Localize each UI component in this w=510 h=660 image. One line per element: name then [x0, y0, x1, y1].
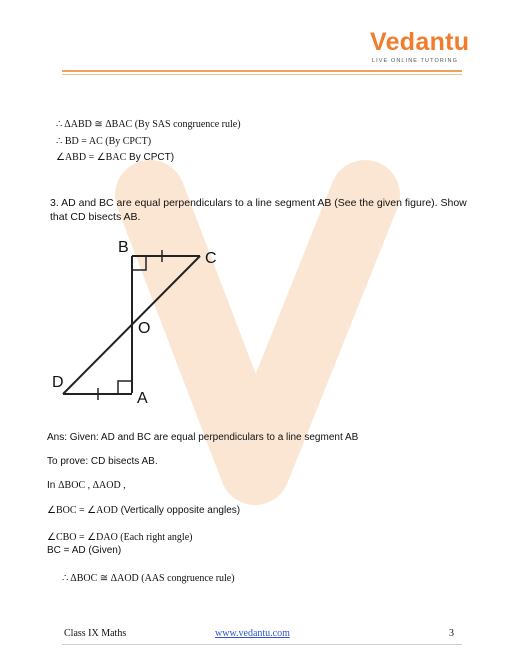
- label-C: C: [205, 250, 217, 267]
- vedantu-logo: Vedantu: [370, 28, 470, 56]
- answer-in-line: [47, 480, 126, 491]
- page-number: 3: [449, 628, 454, 639]
- answer-given: Ans: Given: AD and BC are equal perpendiculars to a line segment AB: [47, 432, 359, 443]
- question-line-1: 3. AD and BC are equal perpendiculars to a line segment AB (See the given figure). Show: [50, 197, 467, 209]
- footer-class: Class IX Maths: [64, 628, 127, 639]
- right-angle-B: [132, 256, 146, 270]
- label-B: B: [118, 239, 129, 256]
- answer-step-4: ∴ ΔBOC ≅ ΔAOD (AAS congruence rule): [62, 573, 235, 584]
- proof-line-2: ∴ BD = AC (By CPCT): [56, 136, 152, 147]
- proof-line-3-math: ∠ABD = ∠BAC: [56, 152, 127, 163]
- label-A: A: [137, 390, 148, 407]
- in-triangles: ΔBOC , ΔAOD ,: [58, 480, 126, 491]
- logo-tagline: LIVE ONLINE TUTORING: [372, 58, 458, 64]
- answer-to-prove: To prove: CD bisects AB.: [47, 456, 158, 467]
- proof-line-3-text: By CPCT): [126, 152, 175, 163]
- in-label: In: [47, 480, 59, 491]
- right-angle-A: [118, 381, 132, 394]
- question-line-2: that CD bisects AB.: [50, 211, 141, 223]
- answer-step-3: BC = AD (Given): [47, 545, 122, 556]
- label-O: O: [138, 320, 151, 337]
- answer-step-2: ∠CBO = ∠DAO (Each right angle): [47, 532, 193, 543]
- proof-line-1: ∴ ΔABD ≅ ΔBAC (By SAS congruence rule): [56, 119, 241, 130]
- footer-website-link[interactable]: www.vedantu.com: [215, 628, 290, 639]
- step-1-math: ∠BOC = ∠AOD: [47, 505, 118, 516]
- step-1-text: (Vertically opposite angles): [117, 505, 241, 516]
- answer-step-1: [47, 505, 240, 516]
- footer-divider: [62, 644, 462, 645]
- label-D: D: [52, 374, 64, 391]
